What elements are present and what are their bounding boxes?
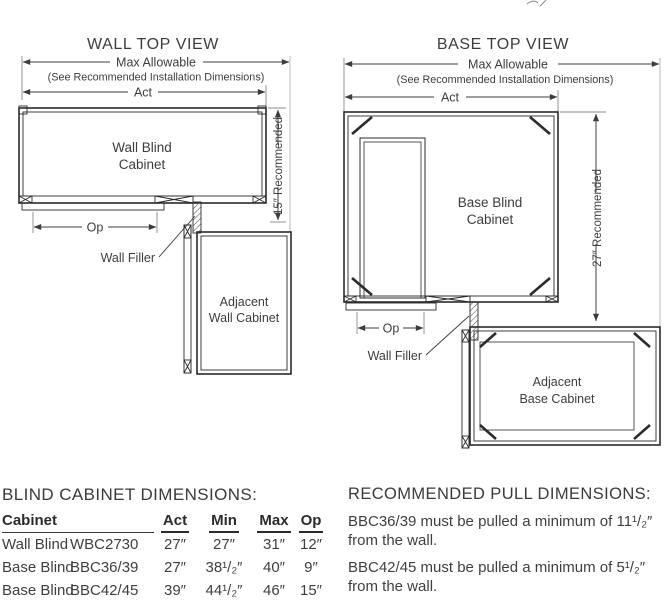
pull-note bbox=[348, 513, 668, 550]
table-row-type: Base Blind bbox=[2, 559, 74, 576]
table-header-op bbox=[296, 509, 326, 533]
wall-depth-label: 15″ Recommended bbox=[273, 116, 285, 216]
table-row-code: WBC2730 bbox=[70, 536, 139, 553]
base-door-front bbox=[346, 303, 436, 310]
table-header-max-label: Max bbox=[257, 510, 290, 533]
table-row-min: 38¹/₂″ bbox=[205, 559, 243, 576]
base-max-allowable-dimension bbox=[344, 58, 660, 327]
table-row-act: 27″ bbox=[164, 559, 186, 576]
table-header-act bbox=[154, 509, 196, 533]
base-cabinet-label-line2: Cabinet bbox=[466, 212, 514, 227]
table-row-code: BBC42/45 bbox=[70, 582, 139, 599]
table-row-op: 15″ bbox=[300, 582, 322, 599]
base-act-label: Act bbox=[440, 90, 460, 105]
table-row-min: 27″ bbox=[213, 536, 235, 553]
adjacent-wall-cabinet-label-line1: Adjacent bbox=[219, 295, 269, 309]
base-view-title: BASE TOP VIEW bbox=[436, 36, 570, 53]
table-row-code: BBC36/39 bbox=[70, 559, 139, 576]
pull-note bbox=[348, 559, 668, 596]
wall-install-note: (See Recommended Installation Dimensions) bbox=[47, 71, 265, 84]
base-filler-label: Wall Filler bbox=[367, 349, 422, 363]
wall-filler-label: Wall Filler bbox=[100, 251, 155, 265]
table-row-type: Base Blind bbox=[2, 582, 74, 599]
table-header-op-label: Op bbox=[299, 510, 324, 533]
table-row-max: 40″ bbox=[263, 559, 285, 576]
wall-cabinet-label-line1: Wall Blind bbox=[112, 140, 172, 155]
table-row-act: 39″ bbox=[164, 582, 186, 599]
table-header-act-label: Act bbox=[161, 510, 189, 533]
wall-max-allowable-label: Max Allowable bbox=[116, 55, 196, 70]
base-top-view bbox=[344, 36, 660, 448]
wall-door-front bbox=[22, 203, 164, 210]
table-row-min: 44¹/₂″ bbox=[205, 582, 243, 599]
recommended-pull-dimensions-heading: RECOMMENDED PULL DIMENSIONS: bbox=[348, 485, 652, 503]
table-header-min-label: Min bbox=[209, 510, 239, 533]
wall-filler-leader-line bbox=[159, 216, 195, 257]
blind-cabinet-dimensions-heading: BLIND CABINET DIMENSIONS: bbox=[2, 485, 258, 504]
cropped-text-artifact bbox=[527, 0, 546, 6]
base-install-note: (See Recommended Installation Dimensions) bbox=[396, 74, 614, 86]
table-row-op: 9″ bbox=[304, 559, 318, 576]
adjacent-wall-cabinet-label-line2: Wall Cabinet bbox=[208, 311, 280, 325]
table-row-op: 12″ bbox=[300, 536, 322, 553]
base-op-label: Op bbox=[382, 321, 400, 336]
pull-note-line1: BBC42/45 must be pulled a minimum of 5¹/₂″ bbox=[348, 559, 646, 576]
table-header-max bbox=[252, 509, 296, 533]
blind-cabinet-dimensions-table bbox=[2, 509, 326, 602]
wall-top-view bbox=[19, 36, 291, 374]
pull-note-line2: from the wall. bbox=[348, 531, 438, 549]
table-row-act: 27″ bbox=[164, 536, 186, 553]
adjacent-base-cabinet-label-line2: Base Cabinet bbox=[519, 392, 595, 406]
wall-view-title: WALL TOP VIEW bbox=[87, 36, 219, 53]
base-depth-label: 27″ Recommended bbox=[592, 168, 604, 268]
wall-cabinet-label-line2: Cabinet bbox=[118, 157, 166, 172]
pull-note-line2: from the wall. bbox=[348, 577, 438, 595]
adjacent-base-cabinet-label-line1: Adjacent bbox=[532, 375, 582, 389]
table-row-max: 31″ bbox=[263, 536, 285, 553]
wall-op-label: Op bbox=[86, 220, 104, 235]
table-header-cabinet: Cabinet bbox=[2, 509, 154, 533]
base-filler-leader-line bbox=[426, 316, 469, 355]
table-row-max: 46″ bbox=[263, 582, 285, 599]
table-header-min bbox=[196, 509, 252, 533]
pull-dimension-notes bbox=[348, 513, 668, 605]
table-row-type: Wall Blind bbox=[2, 536, 69, 553]
base-max-allowable-label: Max Allowable bbox=[468, 57, 548, 72]
base-cabinet-label-line1: Base Blind bbox=[457, 195, 523, 210]
base-blind-cabinet bbox=[344, 112, 558, 340]
pull-note-line1: BBC36/39 must be pulled a minimum of 11¹/₂″ bbox=[348, 513, 653, 530]
wall-act-label: Act bbox=[133, 85, 153, 100]
